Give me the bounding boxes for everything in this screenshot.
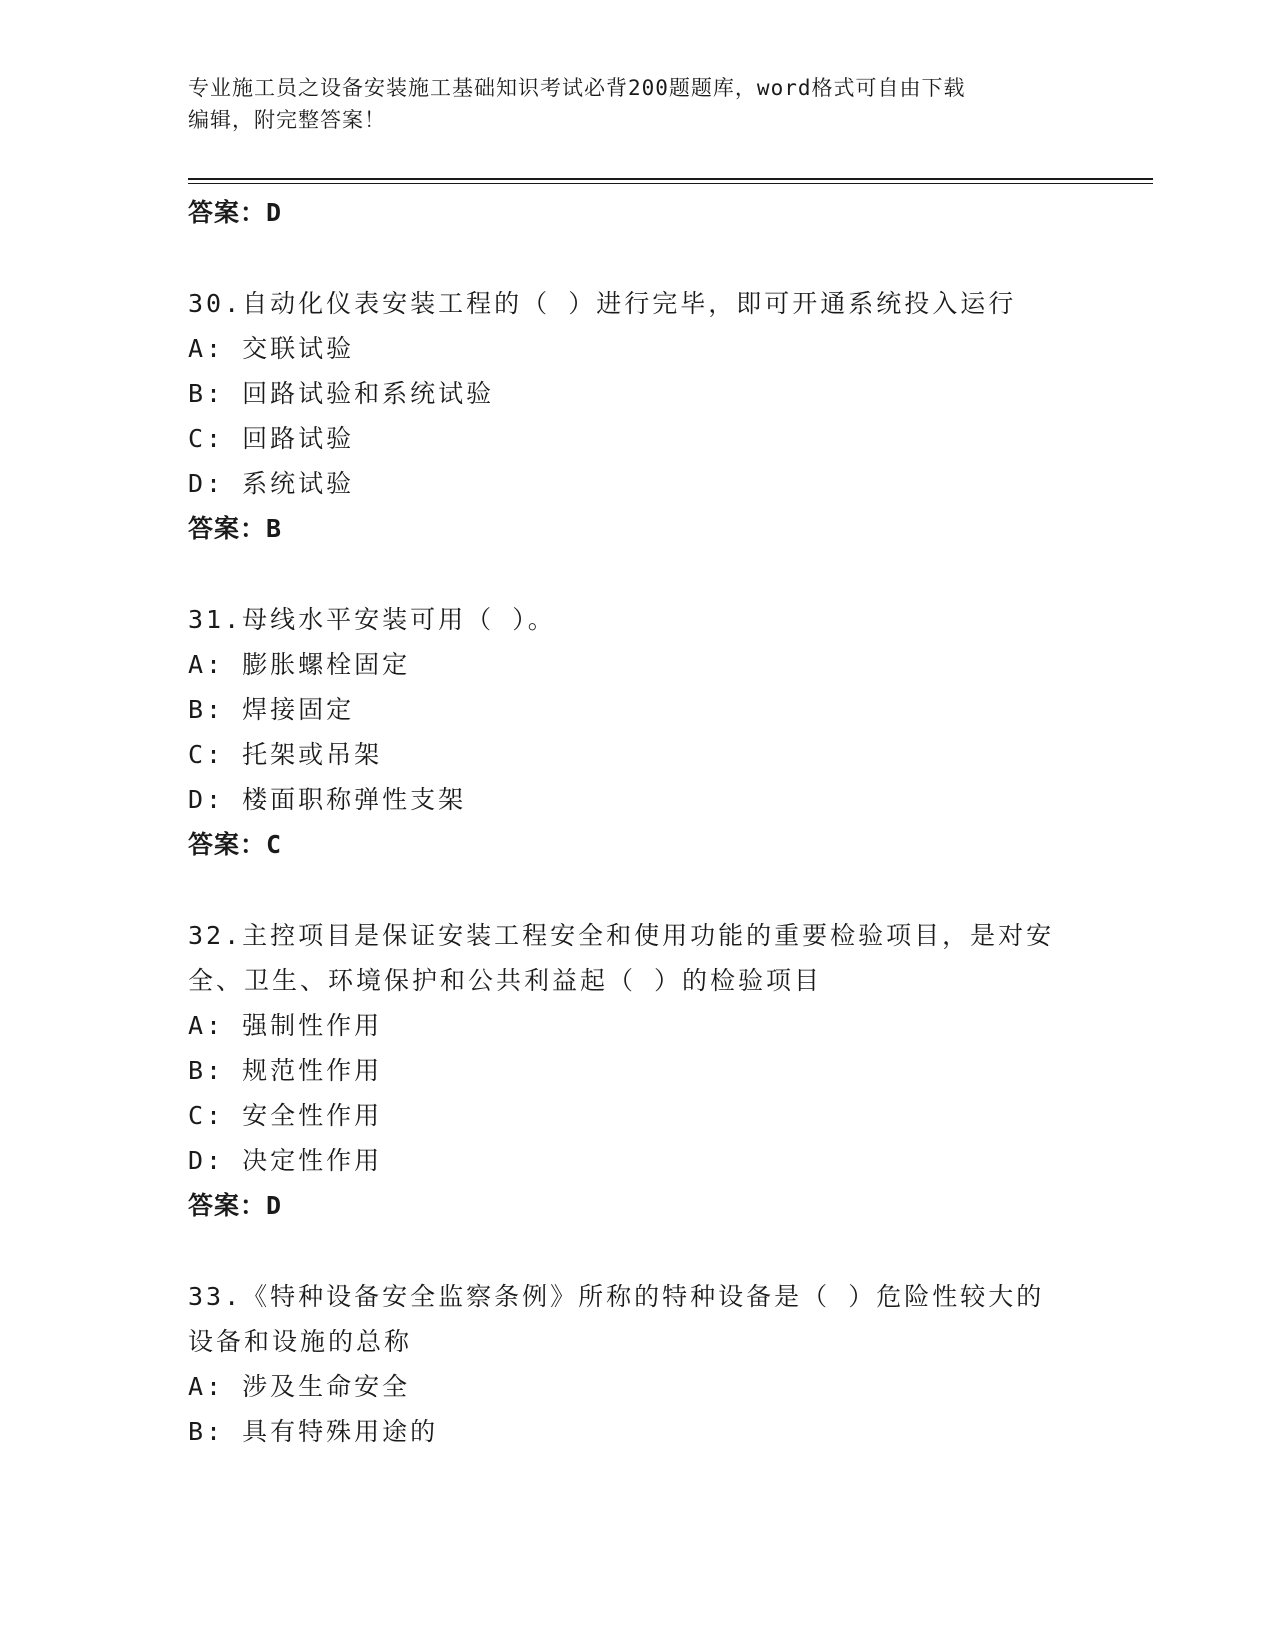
option-a: A: 膨胀螺栓固定 (188, 650, 411, 679)
answer: 答案：B (188, 514, 283, 543)
spacer (188, 235, 1088, 281)
option-a: A: 强制性作用 (188, 1011, 383, 1040)
option-c: C: 安全性作用 (188, 1101, 383, 1130)
option-c: C: 回路试验 (188, 424, 355, 453)
spacer (188, 551, 1088, 597)
header-line-1: 专业施工员之设备安装施工基础知识考试必背200题题库，word格式可自由下载 (188, 76, 966, 100)
option-a: A: 涉及生命安全 (188, 1372, 411, 1401)
question-30 (188, 281, 1088, 551)
option-c: C: 托架或吊架 (188, 740, 383, 769)
spacer (188, 867, 1088, 913)
question-stem-line-1: 32.主控项目是保证安装工程安全和使用功能的重要检验项目，是对安 (188, 921, 1055, 950)
spacer (188, 1228, 1088, 1274)
question-33 (188, 1274, 1088, 1454)
page-header (188, 72, 1088, 136)
answer: 答案：D (188, 1191, 283, 1220)
header-divider-thin (188, 183, 1153, 184)
question-stem-line-2: 设备和设施的总称 (188, 1327, 413, 1356)
option-a: A: 交联试验 (188, 334, 355, 363)
option-b: B: 具有特殊用途的 (188, 1417, 439, 1446)
question-stem-line-1: 33.《特种设备安全监察条例》所称的特种设备是（ ）危险性较大的 (188, 1282, 1045, 1311)
question-stem: 30.自动化仪表安装工程的（ ）进行完毕，即可开通系统投入运行 (188, 289, 1017, 318)
option-d: D: 楼面职称弹性支架 (188, 785, 467, 814)
option-b: B: 焊接固定 (188, 695, 355, 724)
option-d: D: 决定性作用 (188, 1146, 383, 1175)
header-divider-thick (188, 178, 1153, 180)
option-d: D: 系统试验 (188, 469, 355, 498)
question-stem: 31.母线水平安装可用（ ）。 (188, 605, 556, 634)
question-31 (188, 597, 1088, 867)
header-line-2: 编辑，附完整答案！ (188, 108, 386, 132)
option-b: B: 规范性作用 (188, 1056, 383, 1085)
option-b: B: 回路试验和系统试验 (188, 379, 495, 408)
question-list (188, 190, 1088, 1454)
question-stem-line-2: 全、卫生、环境保护和公共利益起（ ）的检验项目 (188, 966, 823, 995)
previous-answer: 答案：D (188, 198, 283, 227)
answer: 答案：C (188, 830, 283, 859)
question-32 (188, 913, 1088, 1228)
